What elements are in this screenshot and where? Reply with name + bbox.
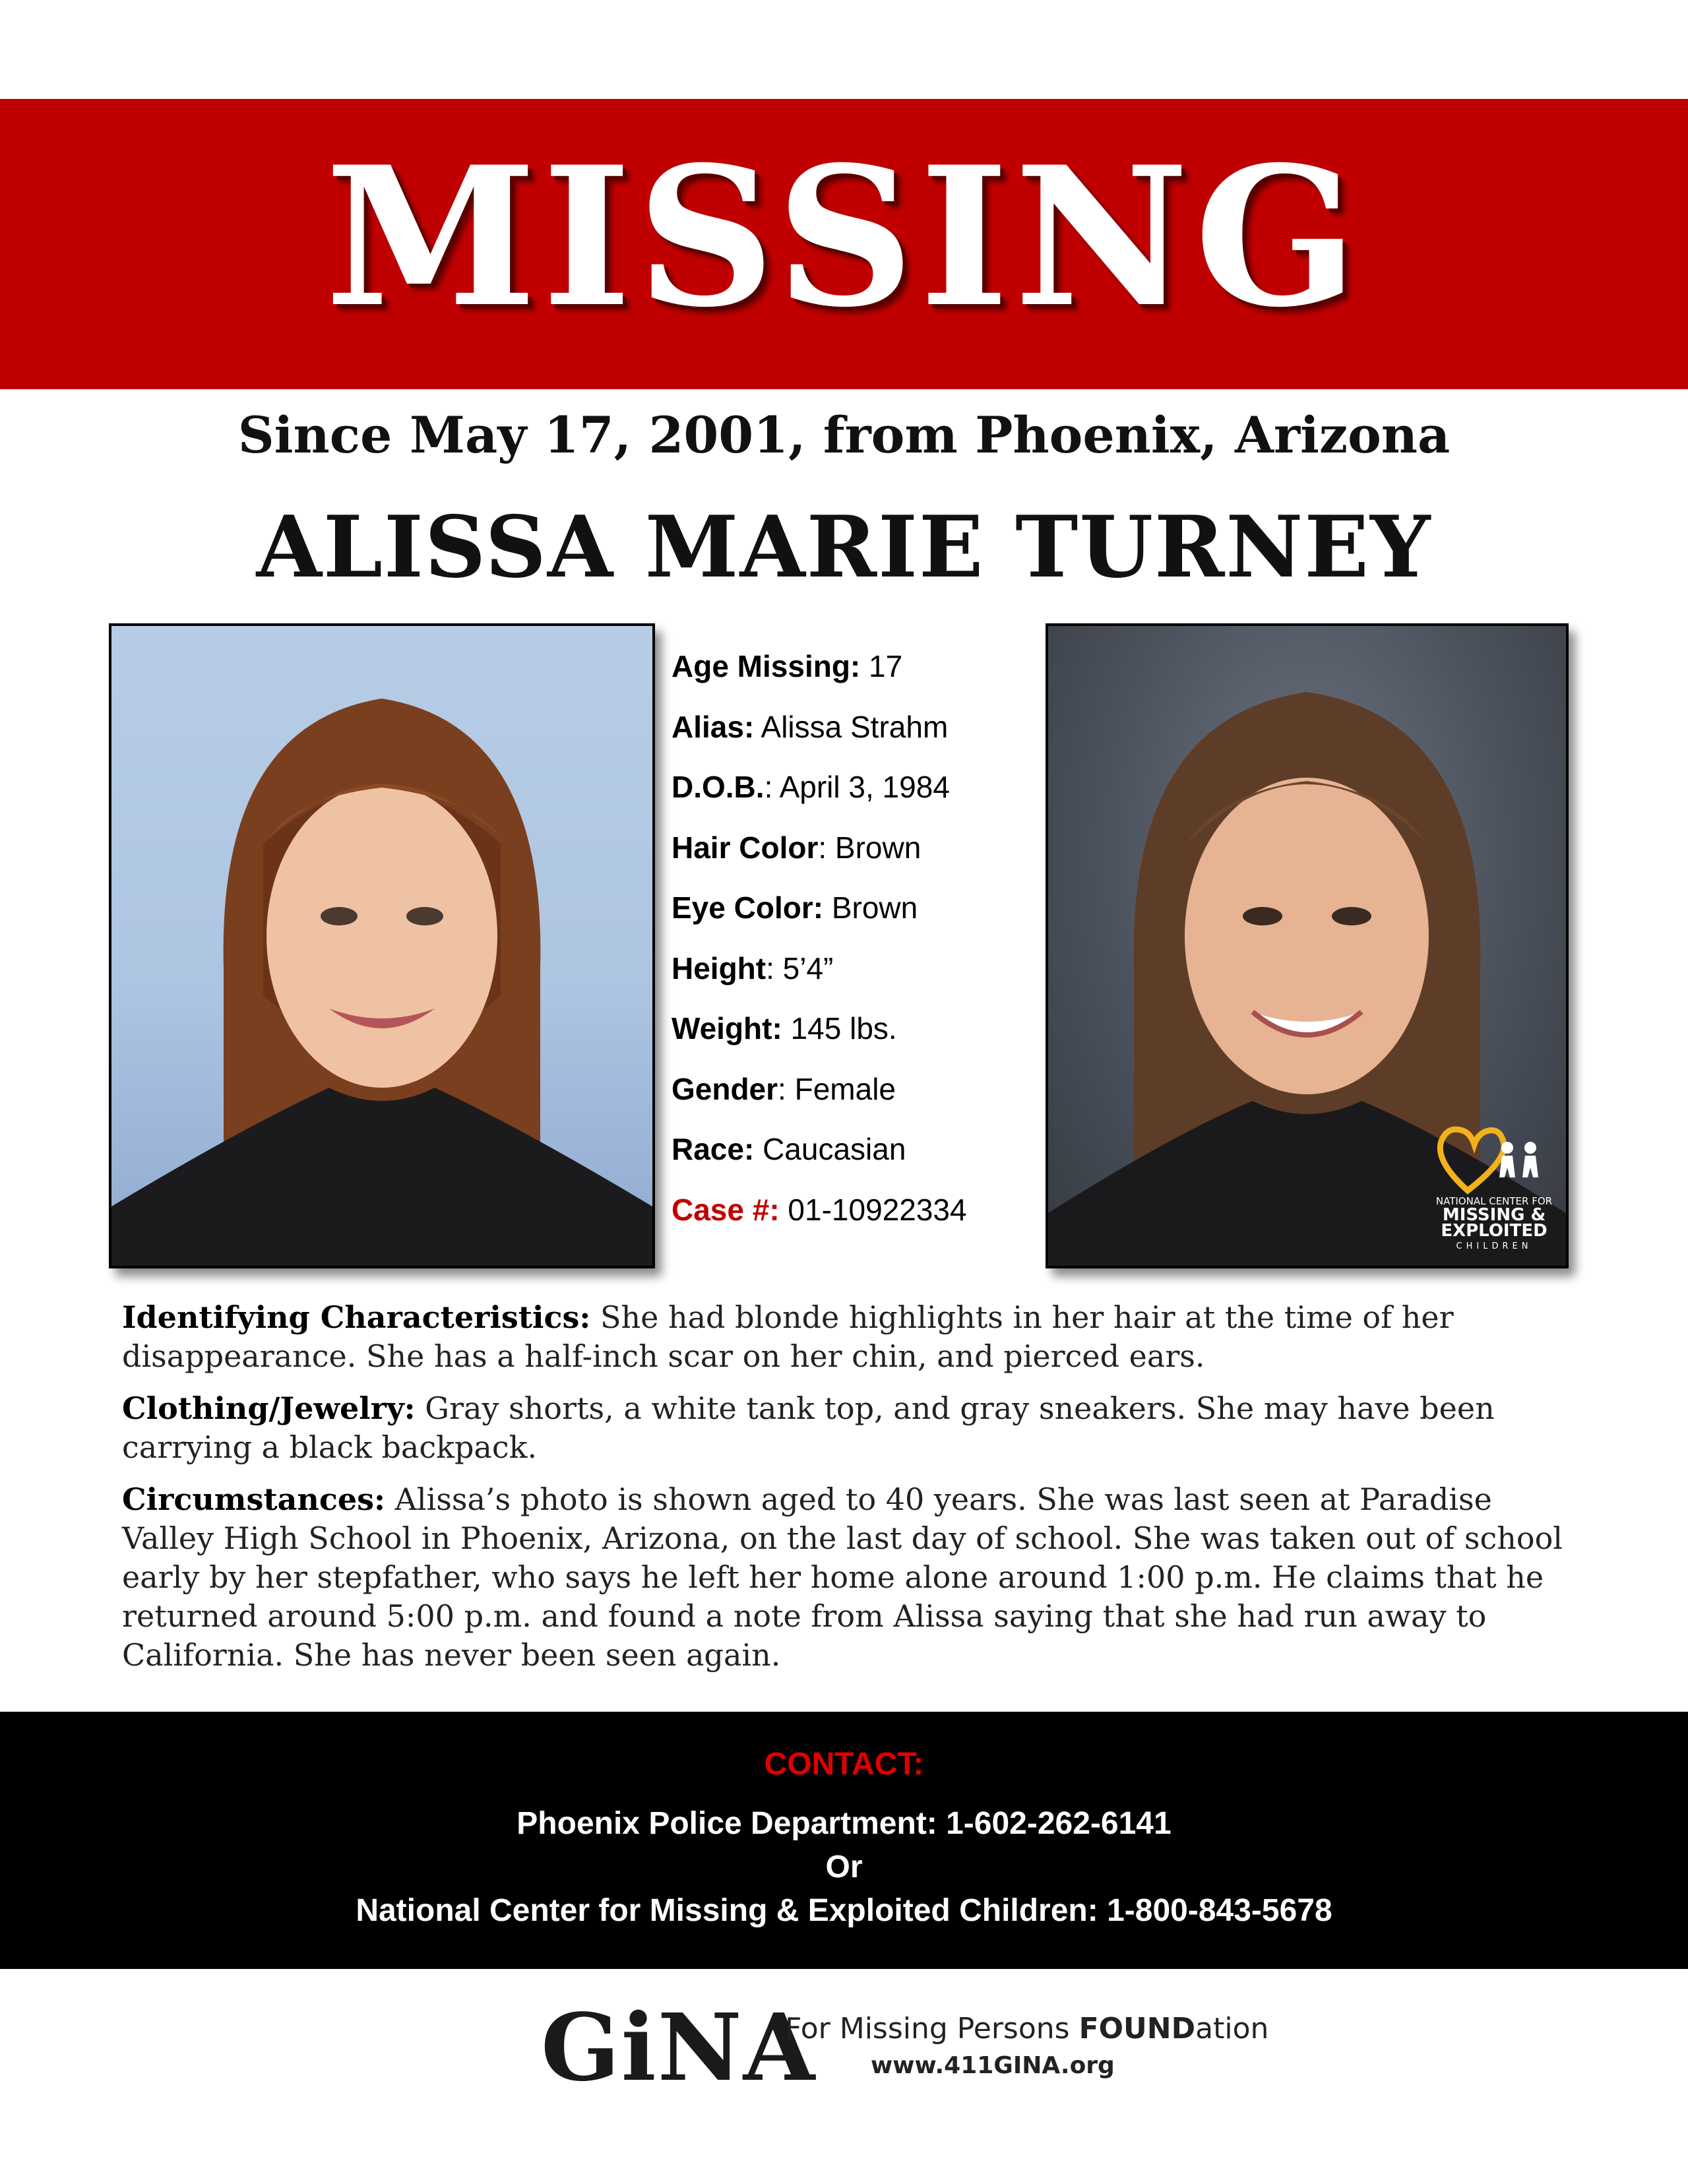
detail-value: : Female <box>778 1071 896 1106</box>
paragraph-label: Circumstances: <box>122 1482 385 1517</box>
gina-logo <box>541 1994 1269 2102</box>
paragraph-label: Identifying Characteristics: <box>122 1299 591 1335</box>
paragraph-text: Gray shorts, a white tank top, and gray sneakers. She may have been carrying a black backpack. <box>122 1390 1495 1465</box>
detail-label: Gender <box>672 1071 778 1106</box>
contact-or: Or <box>825 1850 863 1885</box>
missing-person-name: ALISSA MARIE TURNEY <box>256 498 1432 597</box>
detail-label: Height <box>672 951 766 985</box>
ncmec-big-line: EXPLOITED <box>1441 1221 1547 1241</box>
ncmec-small-text: NATIONAL CENTER FOR <box>1435 1195 1553 1207</box>
details-list <box>672 640 1028 1243</box>
detail-dob <box>672 761 1028 821</box>
detail-value: : April 3, 1984 <box>764 770 950 804</box>
detail-height <box>672 942 1028 1003</box>
detail-label: Race: <box>672 1132 755 1166</box>
contact-ncmec-phone: National Center for Missing & Exploited Children: 1-800-843-5678 <box>356 1893 1332 1928</box>
contact-title: CONTACT: <box>764 1747 924 1782</box>
ncmec-heart-icon <box>1428 1121 1560 1197</box>
portrait-image <box>111 626 652 1266</box>
detail-weight <box>672 1002 1028 1063</box>
detail-value: : Brown <box>818 830 922 865</box>
circumstances <box>122 1480 1573 1675</box>
ncmec-big-line: MISSING & <box>1442 1205 1546 1225</box>
detail-value: : 5’4” <box>766 951 834 985</box>
gina-logo-text: GiNA <box>541 1994 817 2102</box>
detail-label: Case #: <box>672 1192 780 1227</box>
detail-hair-color <box>672 821 1028 882</box>
detail-label: Age Missing: <box>672 649 861 683</box>
detail-eye-color <box>672 881 1028 942</box>
gina-url: www.411GINA.org <box>871 2052 1115 2079</box>
photo-at-disappearance <box>109 623 655 1268</box>
gina-tagline <box>785 2011 1268 2047</box>
detail-value: Alissa Strahm <box>754 709 949 744</box>
contact-police-phone: Phoenix Police Department: 1-602-262-6141 <box>516 1806 1172 1841</box>
contact-box <box>0 1712 1688 1969</box>
paragraph-text: Alissa’s photo is shown aged to 40 years. She was last seen at Paradise Valley High School in Phoenix, Arizona, on the last day of school. She was taken out of school early by her stepfather, who says he left her home alone around 1:00 p.m. He claims that he returned around 5:00 p.m. and found a note from Alissa saying that she had run away to California. She has never been seen again. <box>122 1482 1563 1673</box>
paragraph-label: Clothing/Jewelry: <box>122 1390 416 1426</box>
detail-case-number <box>672 1183 1028 1244</box>
detail-race <box>672 1123 1028 1183</box>
detail-label: Weight: <box>672 1011 782 1045</box>
detail-age-missing <box>672 640 1028 701</box>
detail-value: 17 <box>860 649 903 683</box>
detail-label: D.O.B. <box>672 770 765 804</box>
missing-since-line: Since May 17, 2001, from Phoenix, Arizona <box>237 406 1451 464</box>
detail-label: Hair Color <box>672 830 819 865</box>
detail-alias <box>672 701 1028 761</box>
ncmec-big-text <box>1428 1207 1560 1239</box>
detail-value: 01-10922334 <box>779 1192 967 1227</box>
detail-label: Alias: <box>672 709 755 744</box>
detail-value: Brown <box>823 890 918 925</box>
tagline-part: FOUND <box>1078 2012 1196 2045</box>
paragraph-text: She had blonde highlights in her hair at the time of her disappearance. She has a half-inch scar on her chin, and pierced ears. <box>122 1299 1454 1374</box>
identifying-characteristics <box>122 1298 1573 1376</box>
tagline-part: ation <box>1195 2012 1269 2045</box>
clothing-jewelry <box>122 1389 1573 1467</box>
ncmec-children-text: CHILDREN <box>1456 1241 1532 1251</box>
ncmec-logo <box>1428 1121 1560 1253</box>
detail-value: 145 lbs. <box>782 1011 897 1045</box>
missing-title: MISSING <box>325 125 1363 350</box>
tagline-part: For Missing Persons <box>785 2012 1079 2045</box>
detail-gender <box>672 1063 1028 1123</box>
detail-value: Caucasian <box>754 1132 906 1166</box>
detail-label: Eye Color: <box>672 890 824 925</box>
